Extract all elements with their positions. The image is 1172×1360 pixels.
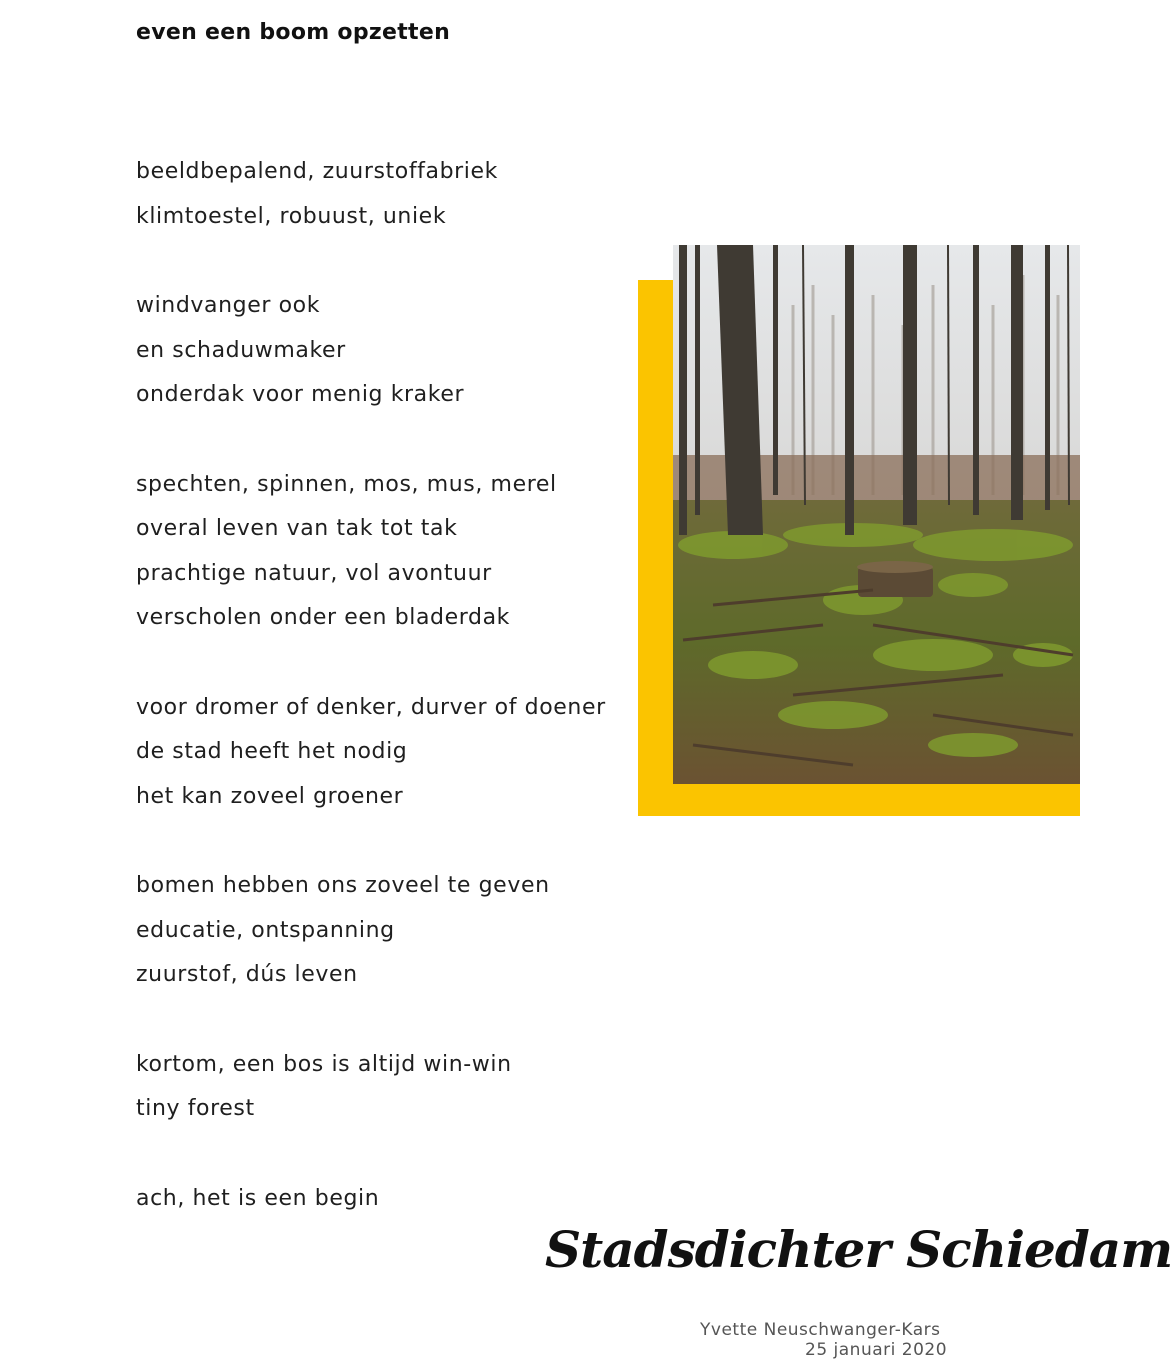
poem-line: voor dromer of denker, durver of doener xyxy=(136,694,606,720)
poem-line: bomen hebben ons zoveel te geven xyxy=(136,873,550,898)
author-name: Yvette Neuschwanger-Kars xyxy=(700,1320,941,1340)
poem-line: spechten, spinnen, mos, mus, merel xyxy=(136,471,557,497)
poem-line: tiny forest xyxy=(136,1096,255,1121)
stanza xyxy=(136,463,636,641)
poem-line: de stad heeft het nodig xyxy=(136,739,408,764)
poem-title: even een boom opzetten xyxy=(136,20,451,45)
poem-line: en schaduwmaker xyxy=(136,337,346,363)
poem-body xyxy=(136,150,636,1266)
forest-photo xyxy=(673,245,1080,784)
poem-line: klimtoestel, robuust, uniek xyxy=(136,203,447,229)
poem-line: windvanger ook xyxy=(136,293,321,318)
stanza xyxy=(136,1043,636,1132)
poem-line: educatie, ontspanning xyxy=(136,917,395,943)
poem-line: verscholen onder een bladerdak xyxy=(136,605,510,630)
poem-line: het kan zoveel groener xyxy=(136,783,404,809)
poem-date: 25 januari 2020 xyxy=(805,1340,948,1360)
poem-line: prachtige natuur, vol avontuur xyxy=(136,560,492,586)
signature-logo: Stadsdichter Schiedam xyxy=(545,1220,1172,1279)
stanza xyxy=(136,864,636,998)
poem-line: overal leven van tak tot tak xyxy=(136,516,458,541)
poem-line: beeldbepalend, zuurstoffabriek xyxy=(136,159,498,184)
stanza xyxy=(136,150,636,239)
stanza xyxy=(136,686,636,820)
forest-image-svg xyxy=(673,245,1080,784)
poem-line: zuurstof, dús leven xyxy=(136,962,358,987)
stanza xyxy=(136,284,636,418)
poem-line: ach, het is een begin xyxy=(136,1185,380,1211)
poem-line: kortom, een bos is altijd win-win xyxy=(136,1051,512,1077)
poem-line: onderdak voor menig kraker xyxy=(136,382,465,407)
